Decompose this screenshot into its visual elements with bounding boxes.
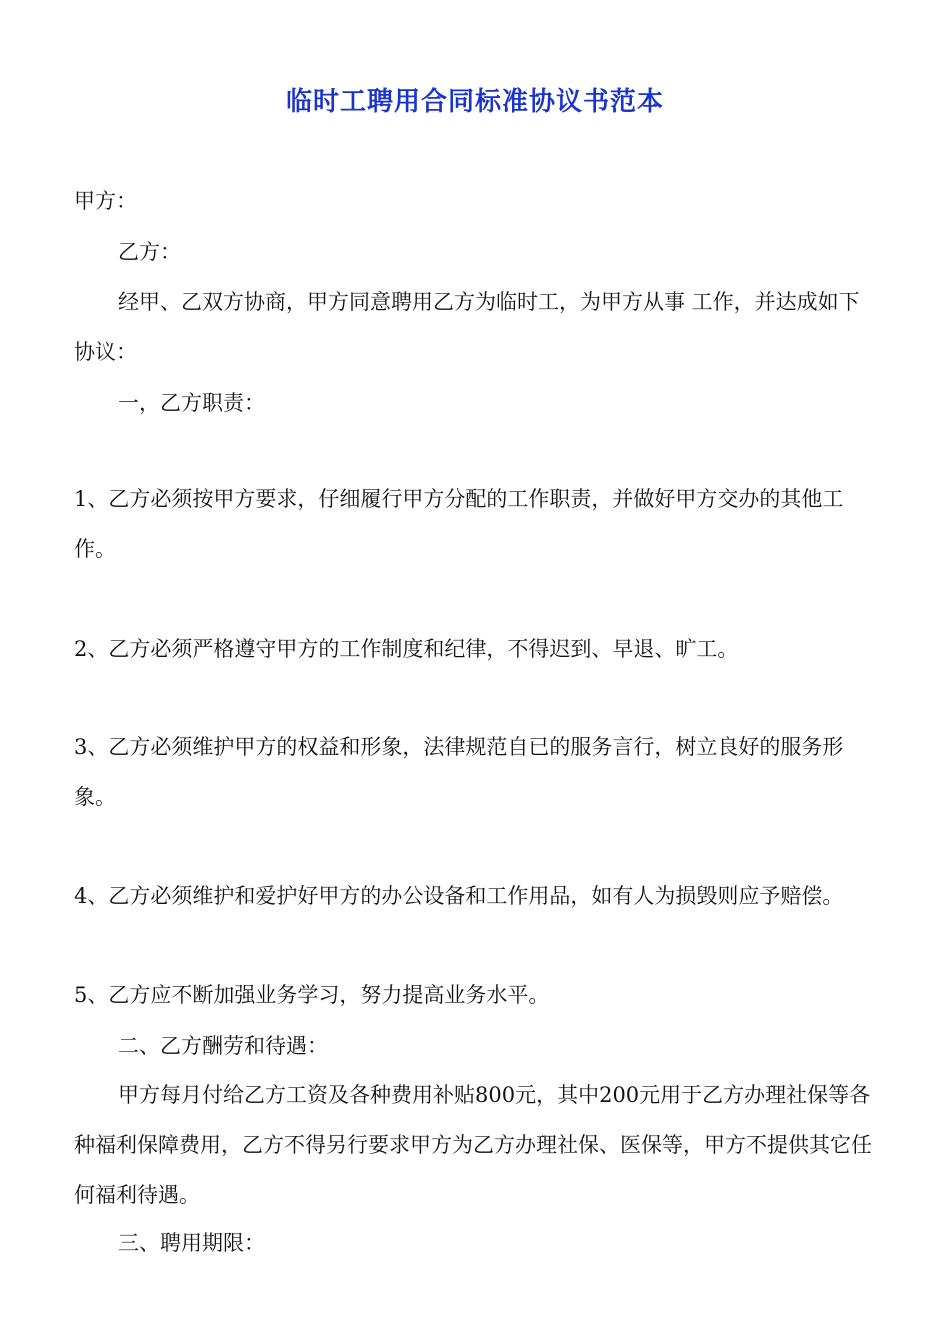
duty-item-3: 3、乙方必须维护甲方的权益和形象，法律规范自已的服务言行，树立良好的服务形象。 — [74, 735, 844, 809]
document-title: 临时工聘用合同标准协议书范本 — [285, 87, 664, 117]
section-heading-duties: 一，乙方职责： — [118, 391, 265, 415]
duty-item-4: 4、乙方必须维护和爱护好甲方的办公设备和工作用品，如有人为损毁则应予赔偿。 — [74, 884, 844, 908]
section-heading-term: 三、聘用期限： — [118, 1231, 265, 1255]
duty-item-1: 1、乙方必须按甲方要求，仔细履行甲方分配的工作职责，并做好甲方交办的其他工作。 — [74, 487, 844, 561]
duty-item-5: 5、乙方应不断加强业务学习，努力提高业务水平。 — [74, 983, 550, 1007]
pay-paragraph: 甲方每月付给乙方工资及各种费用补贴800元，其中200元用于乙方办理社保等各种福利保障费用，乙方不得另行要求甲方为乙方办理社保、医保等，甲方不提供其它任何福利待遇。 — [74, 1083, 872, 1207]
section-heading-pay: 二、乙方酬劳和待遇： — [118, 1034, 328, 1058]
intro-paragraph: 经甲、乙双方协商，甲方同意聘用乙方为临时工，为甲方从事 工作，并达成如下协议： — [74, 290, 860, 364]
duty-item-2: 2、乙方必须严格遵守甲方的工作制度和纪律，不得迟到、早退、旷工。 — [74, 637, 739, 661]
party-a-label: 甲方： — [74, 189, 137, 213]
party-b-label: 乙方： — [118, 240, 181, 264]
